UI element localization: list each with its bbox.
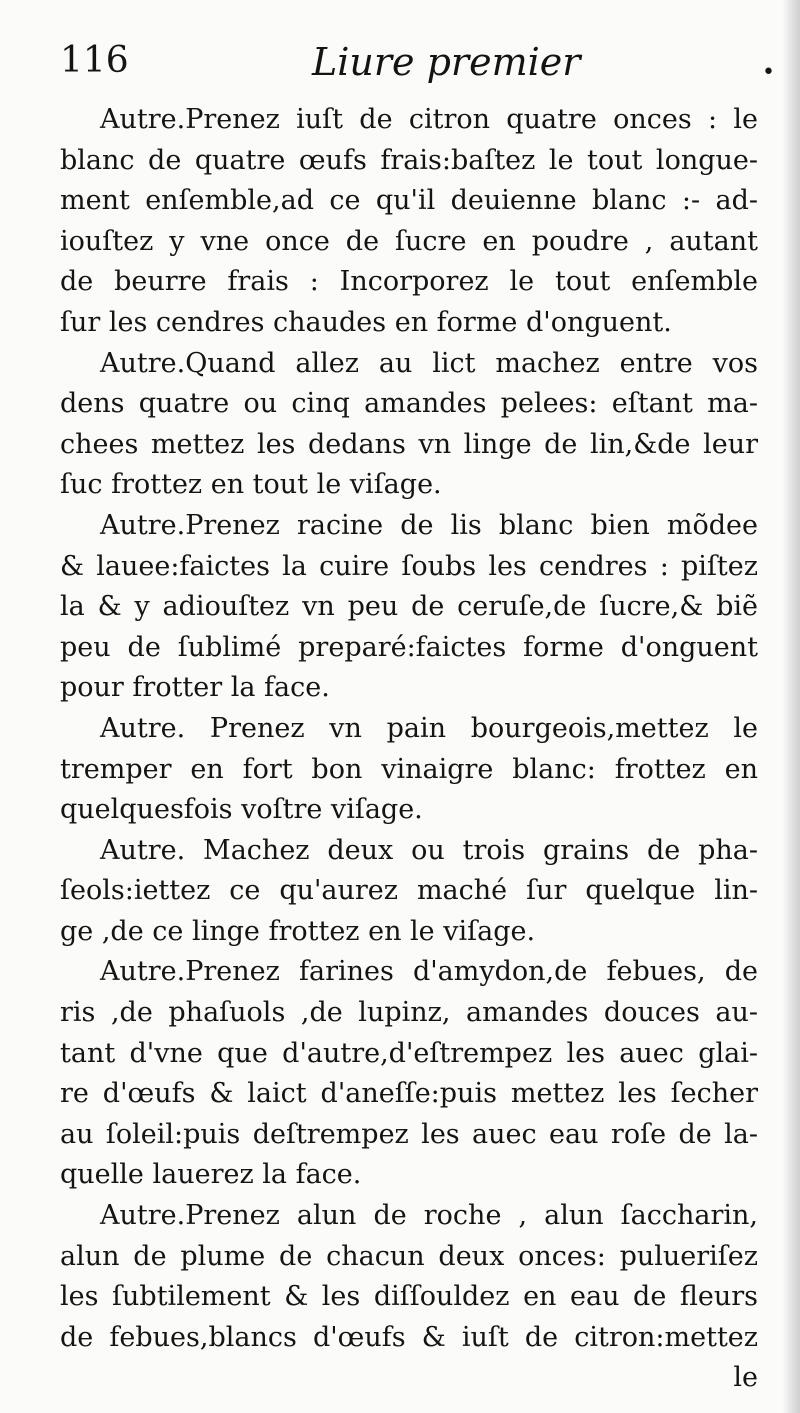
page-header [60,40,760,100]
text-line: Autre.Prenez racine de lis blanc bien mõdee [100,509,758,541]
text-line: ment enſemble,ad ce qu'il deuienne blanc :- ad- [60,185,758,217]
text-line: chees mettez les dedans vn linge de lin,&de leur [60,428,758,460]
text-line: ris ,de phaſuols ,de lupinz, amandes douces au- [60,997,758,1029]
text-line: Autre.Prenez iuſt de citron quatre onces : le [100,104,758,135]
text-line: alun de plume de chacun deux onces: pulueriſez [60,1240,758,1272]
text-line: Autre. Machez deux ou trois grains de pha- [100,834,758,866]
text-line: les ſubtilement & les diſſouldez en eau de fleurs [60,1281,758,1313]
text-line: Autre.Quand allez au lict machez entre vos [100,347,758,379]
text-line: & lauee:faictes la cuire ſoubs les cendres : piſtez [60,550,758,582]
catchword: le [733,1362,758,1394]
text-line: Autre.Prenez farines d'amydon,de febues, de [100,956,758,988]
text-line: ſuc frottez en tout le viſage. [60,469,442,501]
text-line: iouſtez y vne once de ſucre en poudre , autant [60,225,758,257]
text-line: tremper en fort bon vinaigre blanc: frottez en [60,753,758,785]
text-line: la & y adiouſtez vn peu de ceruſe,de ſucre,& biẽ [60,591,758,623]
page-number: 116 [60,40,129,81]
text-line: tant d'vne que d'autre,d'eſtrempez les auec glai- [60,1037,758,1069]
running-title: Liure premier [312,40,581,84]
page-edge-shadow [782,0,800,1413]
text-line: au ſoleil:puis deſtrempez les auec eau roſe de la- [60,1118,758,1150]
text-line: quelquesfois voſtre viſage. [60,794,423,826]
text-line: peu de ſublimé preparé:faictes forme d'onguent [60,631,758,663]
text-line: dens quatre ou cinq amandes pelees: eſtant ma- [60,388,758,420]
text-line: de febues,blancs d'œufs & iuſt de citron:mettez [60,1321,758,1353]
margin-dot: • [762,60,775,85]
text-line: ge ,de ce linge frottez en le viſage. [60,915,536,947]
text-line: Autre. Prenez vn pain bourgeois,mettez le [100,712,758,744]
text-line: blanc de quatre œufs frais:baſtez le tout longue- [60,144,758,176]
text-line: re d'œufs & laict d'aneſſe:puis mettez les ſecher [60,1078,758,1110]
text-line: ſur les cendres chaudes en forme d'onguent. [60,306,672,338]
text-line: quelle lauerez la face. [60,1159,362,1191]
body-text [60,100,758,1399]
text-line: de beurre frais : Incorporez le tout enſemble [60,266,758,298]
text-line: ſeols:iettez ce qu'aurez maché ſur quelque lin- [60,875,758,907]
text-line: pour frotter la face. [60,672,330,704]
text-line: Autre.Prenez alun de roche , alun ſaccharin, [100,1200,758,1232]
